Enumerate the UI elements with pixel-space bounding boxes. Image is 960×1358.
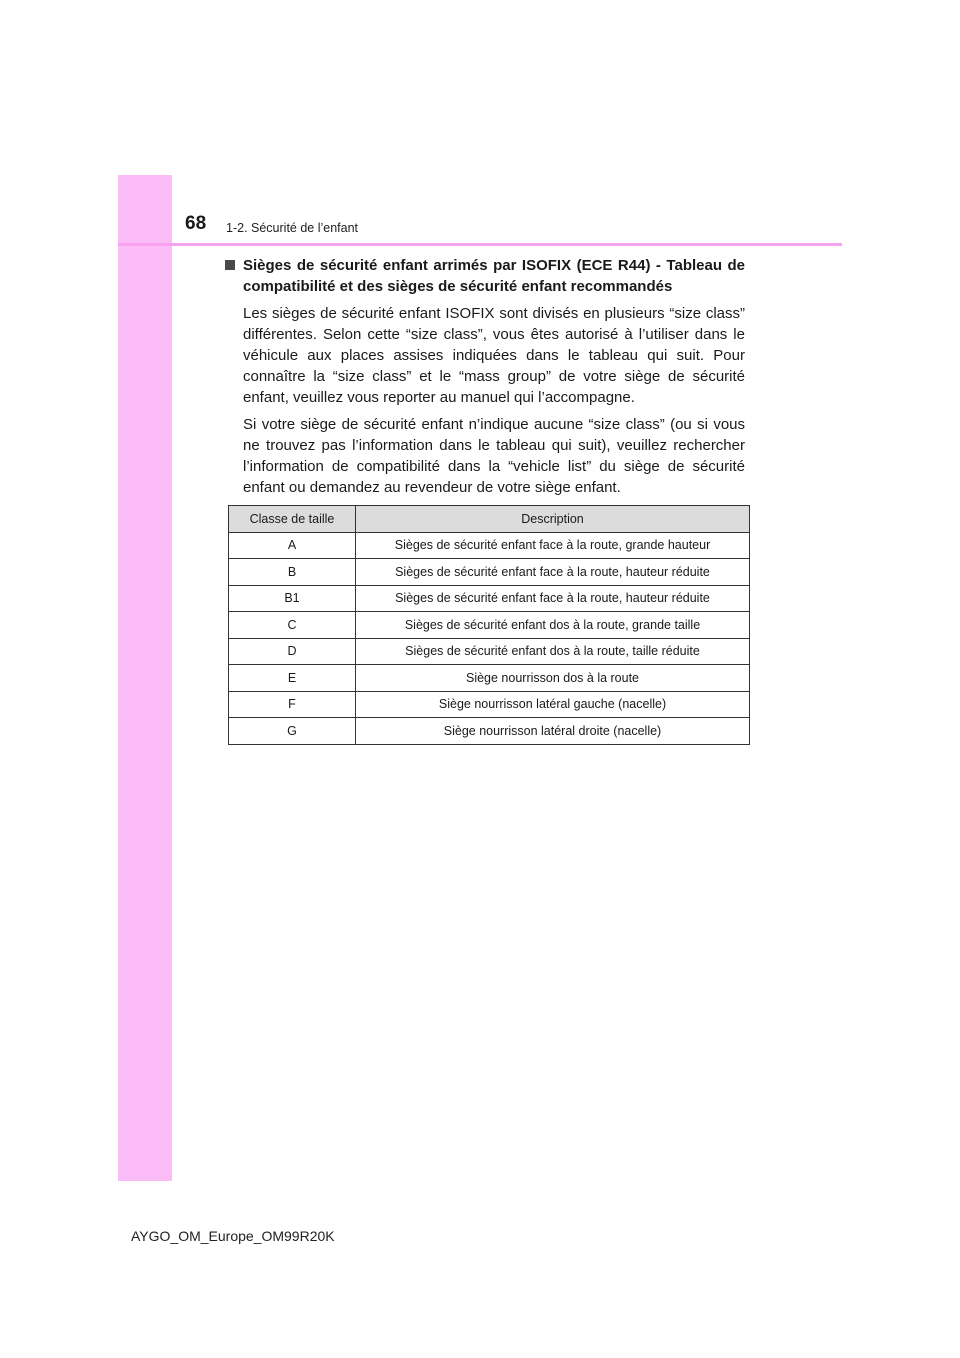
size-class-table [228, 505, 750, 745]
side-color-band [118, 175, 172, 1181]
document-footer-code: AYGO_OM_Europe_OM99R20K [131, 1228, 335, 1244]
square-bullet-icon [225, 260, 235, 270]
table-row [229, 691, 750, 718]
table-row [229, 532, 750, 559]
description-cell: Sièges de sécurité enfant face à la route, hauteur réduite [356, 559, 750, 586]
section-heading-text: Sièges de sécurité enfant arrimés par ISOFIX (ECE R44) - Tableau de compatibilité et des sièges de sécurité enfant recommandés [243, 257, 745, 295]
description-cell: Sièges de sécurité enfant dos à la route, grande taille [356, 612, 750, 639]
size-class-cell: B1 [229, 585, 356, 612]
description-cell: Sièges de sécurité enfant face à la route, hauteur réduite [356, 585, 750, 612]
size-class-cell: E [229, 665, 356, 692]
table-row [229, 612, 750, 639]
paragraph-2: Si votre siège de sécurité enfant n’indique aucune “size class” (ou si vous ne trouvez pas l’information dans le tableau qui suit), veuillez rechercher l’information de compatibilité dans la “vehicle list” du siège de sécurité enfant ou demandez au revendeur de votre siège enfant. [243, 416, 745, 496]
page-number: 68 [185, 213, 207, 234]
size-class-cell: C [229, 612, 356, 639]
section-title: 1-2. Sécurité de l’enfant [226, 221, 359, 235]
table-row [229, 665, 750, 692]
description-cell: Siège nourrisson latéral gauche (nacelle) [356, 691, 750, 718]
table-row [229, 718, 750, 745]
size-class-cell: A [229, 532, 356, 559]
description-cell: Siège nourrisson dos à la route [356, 665, 750, 692]
table-row [229, 585, 750, 612]
size-class-cell: B [229, 559, 356, 586]
table-row [229, 559, 750, 586]
column-header-description: Description [356, 506, 750, 533]
main-content [225, 255, 745, 504]
header-rule [118, 243, 842, 246]
size-class-cell: G [229, 718, 356, 745]
description-cell: Siège nourrisson latéral droite (nacelle) [356, 718, 750, 745]
table-header-row [229, 506, 750, 533]
section-heading [225, 255, 745, 297]
table-row [229, 638, 750, 665]
column-header-size-class: Classe de taille [229, 506, 356, 533]
description-cell: Sièges de sécurité enfant dos à la route, taille réduite [356, 638, 750, 665]
size-class-cell: D [229, 638, 356, 665]
description-cell: Sièges de sécurité enfant face à la route, grande hauteur [356, 532, 750, 559]
size-class-cell: F [229, 691, 356, 718]
paragraph-1: Les sièges de sécurité enfant ISOFIX sont divisés en plusieurs “size class” différentes. Selon cette “size class”, vous êtes autorisé à l’utiliser dans le véhicule aux places assises indiquées dans le tableau qui suit. Pour connaître la “size class” et le “mass group” de votre siège de sécurité enfant, veuillez vous reporter au manuel qui l’accompagne. [243, 305, 745, 406]
